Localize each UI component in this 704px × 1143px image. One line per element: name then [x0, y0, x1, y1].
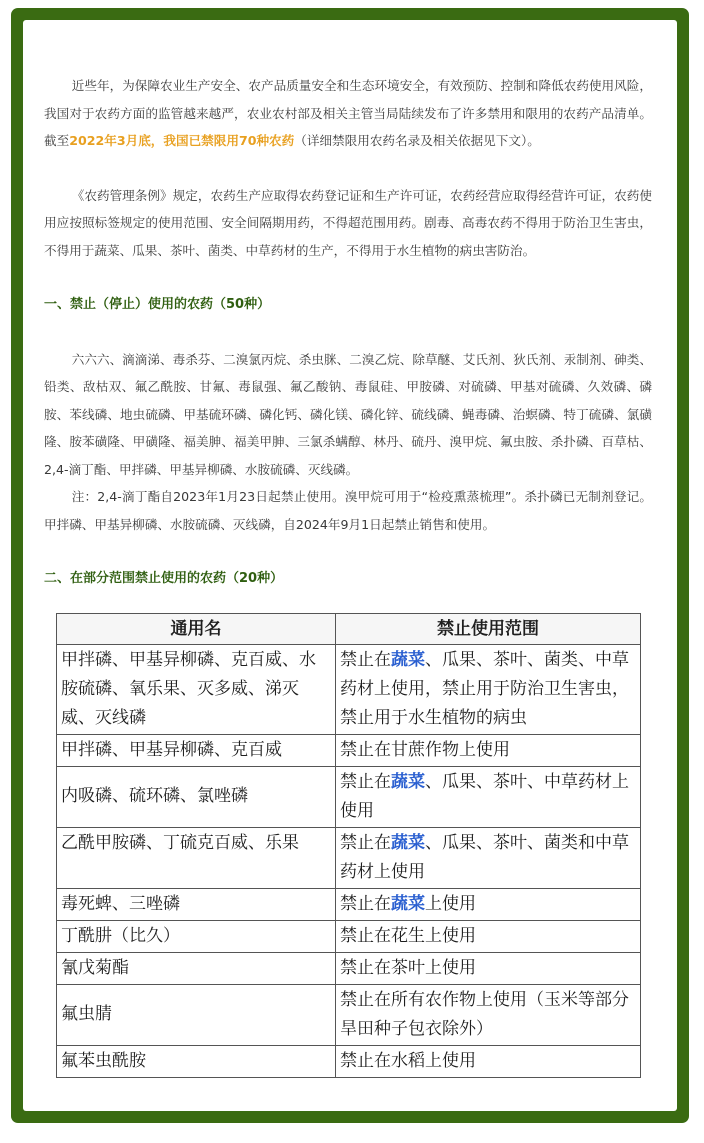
restricted-table — [56, 613, 641, 1078]
banned-note: 注：2,4-滴丁酯自2023年1月23日起禁止使用。溴甲烷可用于“检疫熏蒸梳理”。杀扑磷已无制剂登记。甲拌磷、甲基异柳磷、水胺硫磷、灭线磷，自2024年9月1日起禁止销售和使用。 — [44, 489, 652, 532]
scope-text-end: 上使用 — [425, 893, 476, 914]
scope-text: 禁止在花生上使用 — [340, 925, 476, 946]
scope-text: 禁止在 — [340, 649, 391, 670]
highlight-text: 2022年3月底，我国已禁限用70种农药 — [69, 133, 295, 148]
section2-title: 二、在部分范围禁止使用的农药（20种） — [44, 571, 284, 586]
article-card — [23, 20, 677, 1111]
table-row — [57, 920, 641, 952]
article-content — [44, 72, 652, 1078]
table-row — [57, 1045, 641, 1077]
section1-title: 一、禁止（停止）使用的农药（50种） — [44, 297, 271, 312]
cell-scope — [336, 920, 641, 952]
scope-highlight: 蔬菜 — [391, 832, 425, 853]
green-frame — [11, 8, 689, 1123]
banned-list: 六六六、滴滴涕、毒杀芬、二溴氯丙烷、杀虫脒、二溴乙烷、除草醚、艾氏剂、狄氏剂、汞制剂、砷类、铅类、敌枯双、氟乙酰胺、甘氟、毒鼠强、氟乙酸钠、毒鼠硅、甲胺磷、对硫磷、甲基对硫磷、久效磷、磷胺、苯线磷、地虫硫磷、甲基硫环磷、磷化钙、磷化镁、磷化锌、硫线磷、蝇毒磷、治螟磷、特丁硫磷、氯磺隆、胺苯磺隆、甲磺隆、福美胂、福美甲胂、三氯杀螨醇、林丹、硫丹、溴甲烷、氟虫胺、杀扑磷、百草枯、2,4-滴丁酯、甲拌磷、甲基异柳磷、水胺硫磷、灭线磷。 — [44, 351, 652, 477]
cell-scope — [336, 952, 641, 984]
scope-text: 禁止在水稻上使用 — [340, 1050, 476, 1071]
intro-paragraph-2: 《农药管理条例》规定，农药生产应取得农药登记证和生产许可证，农药经营应取得经营许可证，农药使用应按照标签规定的使用范围、安全间隔期用药，不得超范围用药。剧毒、高毒农药不得用于防治卫生害虫，不得用于蔬菜、瓜果、茶叶、菌类、中草药材的生产，不得用于水生植物的病虫害防治。 — [44, 187, 652, 258]
table-row — [57, 644, 641, 734]
table-row — [57, 952, 641, 984]
table-row — [57, 984, 641, 1045]
cell-common-name: 毒死蜱、三唑磷 — [57, 888, 336, 920]
scope-highlight: 蔬菜 — [391, 893, 425, 914]
cell-common-name: 氟虫腈 — [57, 984, 336, 1045]
table-row — [57, 766, 641, 827]
table-row — [57, 734, 641, 766]
scope-text: 禁止在 — [340, 771, 391, 792]
restricted-table-wrap — [56, 613, 640, 1078]
intro-text-end: （详细禁限用农药名录及相关依据见下文）。 — [294, 133, 540, 148]
intro-text: 近些年，为保障农业生产安全、农产品质量安全和生态环境安全，有效预防、控制和降低农药使用风险，我国对于农药方面的监管越来越严，农业农村部及相关主管当局陆续发布了许多禁用和限用的农药产品清单。截至 — [44, 78, 652, 148]
scope-text: 禁止在甘蔗作物上使用 — [340, 739, 510, 760]
cell-common-name: 甲拌磷、甲基异柳磷、克百威 — [57, 734, 336, 766]
cell-common-name: 氟苯虫酰胺 — [57, 1045, 336, 1077]
intro-paragraph-1 — [44, 72, 652, 155]
cell-common-name: 内吸磷、硫环磷、氯唑磷 — [57, 766, 336, 827]
header-scope: 禁止使用范围 — [336, 613, 641, 644]
table-row — [57, 888, 641, 920]
cell-scope — [336, 827, 641, 888]
cell-scope — [336, 984, 641, 1045]
scope-text: 禁止在茶叶上使用 — [340, 957, 476, 978]
cell-scope — [336, 766, 641, 827]
scope-text-end: 、瓜果、茶叶、中草药材上使用 — [340, 771, 629, 821]
table-row — [57, 827, 641, 888]
scope-text: 禁止在 — [340, 832, 391, 853]
cell-common-name: 氰戊菊酯 — [57, 952, 336, 984]
cell-scope — [336, 888, 641, 920]
cell-scope — [336, 644, 641, 734]
cell-common-name: 丁酰肼（比久） — [57, 920, 336, 952]
scope-highlight: 蔬菜 — [391, 649, 425, 670]
scope-text-end: 、瓜果、茶叶、菌类、中草药材上使用，禁止用于防治卫生害虫，禁止用于水生植物的病虫 — [340, 649, 629, 728]
scope-text: 禁止在 — [340, 893, 391, 914]
scope-text: 禁止在所有农作物上使用（玉米等部分旱田种子包衣除外） — [340, 989, 629, 1039]
header-common-name: 通用名 — [57, 613, 336, 644]
scope-text-end: 、瓜果、茶叶、菌类和中草药材上使用 — [340, 832, 629, 882]
table-header-row — [57, 613, 641, 644]
cell-scope — [336, 734, 641, 766]
cell-common-name: 乙酰甲胺磷、丁硫克百威、乐果 — [57, 827, 336, 888]
cell-scope — [336, 1045, 641, 1077]
scope-highlight: 蔬菜 — [391, 771, 425, 792]
cell-common-name: 甲拌磷、甲基异柳磷、克百威、水胺硫磷、氧乐果、灭多威、涕灭威、灭线磷 — [57, 644, 336, 734]
